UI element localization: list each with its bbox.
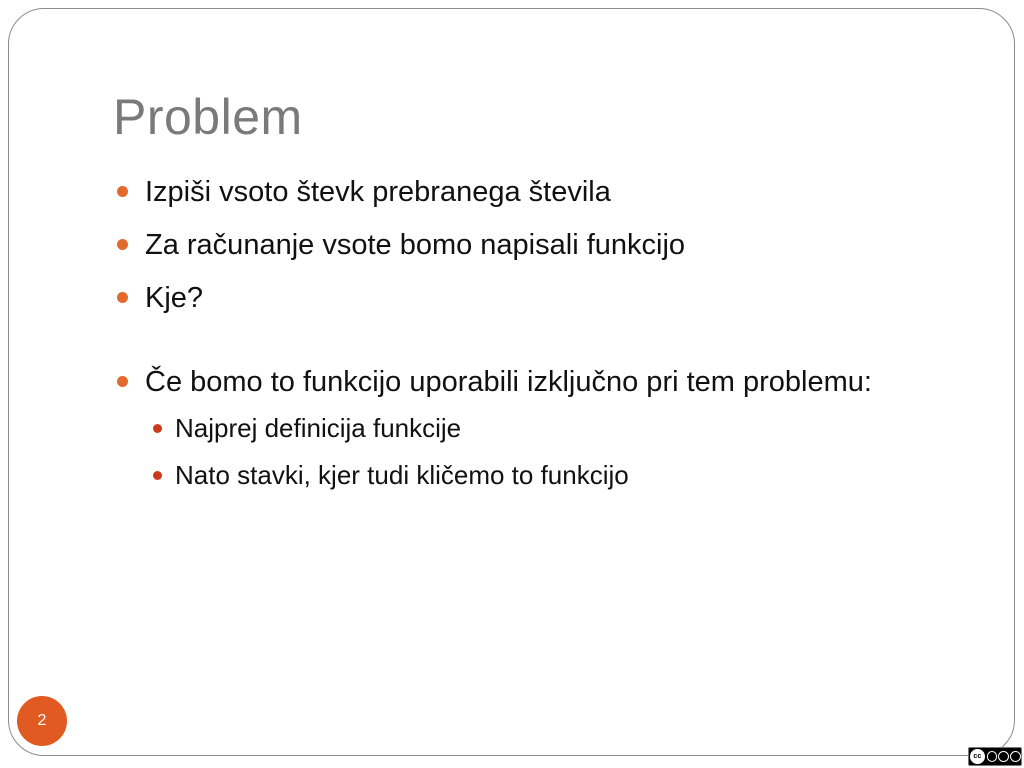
bullet-dot-icon (117, 376, 128, 387)
slide-content (113, 170, 913, 493)
bullet-text: Če bomo to funkcijo uporabili izključno pri tem problemu: (145, 366, 872, 398)
sub-bullet-item (113, 410, 913, 446)
bullet-item (113, 223, 913, 267)
bullet-dot-icon (117, 292, 128, 303)
page-number: 2 (37, 712, 47, 729)
bullet-dot-icon (117, 239, 128, 250)
bullet-dot-icon (117, 186, 128, 197)
sub-bullet-item (113, 457, 913, 493)
attribution-icon (987, 751, 998, 762)
bullet-text: Za računanje vsote bomo napisali funkcijo (145, 229, 686, 261)
slide-title: Problem (113, 89, 303, 145)
sub-bullet-dot-icon (153, 424, 162, 433)
page-number-badge (17, 696, 67, 746)
bullet-item (113, 170, 913, 214)
sub-bullet-text: Nato stavki, kjer tudi kličemo to funkcijo (175, 460, 629, 490)
sub-bullet-text: Najprej definicija funkcije (175, 413, 462, 443)
sharealike-icon (1010, 751, 1021, 762)
bullet-text: Kje? (145, 282, 204, 314)
cc-logo-icon: cc (970, 749, 985, 764)
bullet-text: Izpiši vsoto števk prebranega števila (145, 176, 611, 208)
cc-by-nc-sa-icon[interactable] (968, 747, 1022, 766)
bullet-item (113, 360, 913, 404)
bullet-item (113, 276, 913, 320)
sub-bullet-dot-icon (153, 471, 162, 480)
noncommercial-icon (998, 751, 1009, 762)
